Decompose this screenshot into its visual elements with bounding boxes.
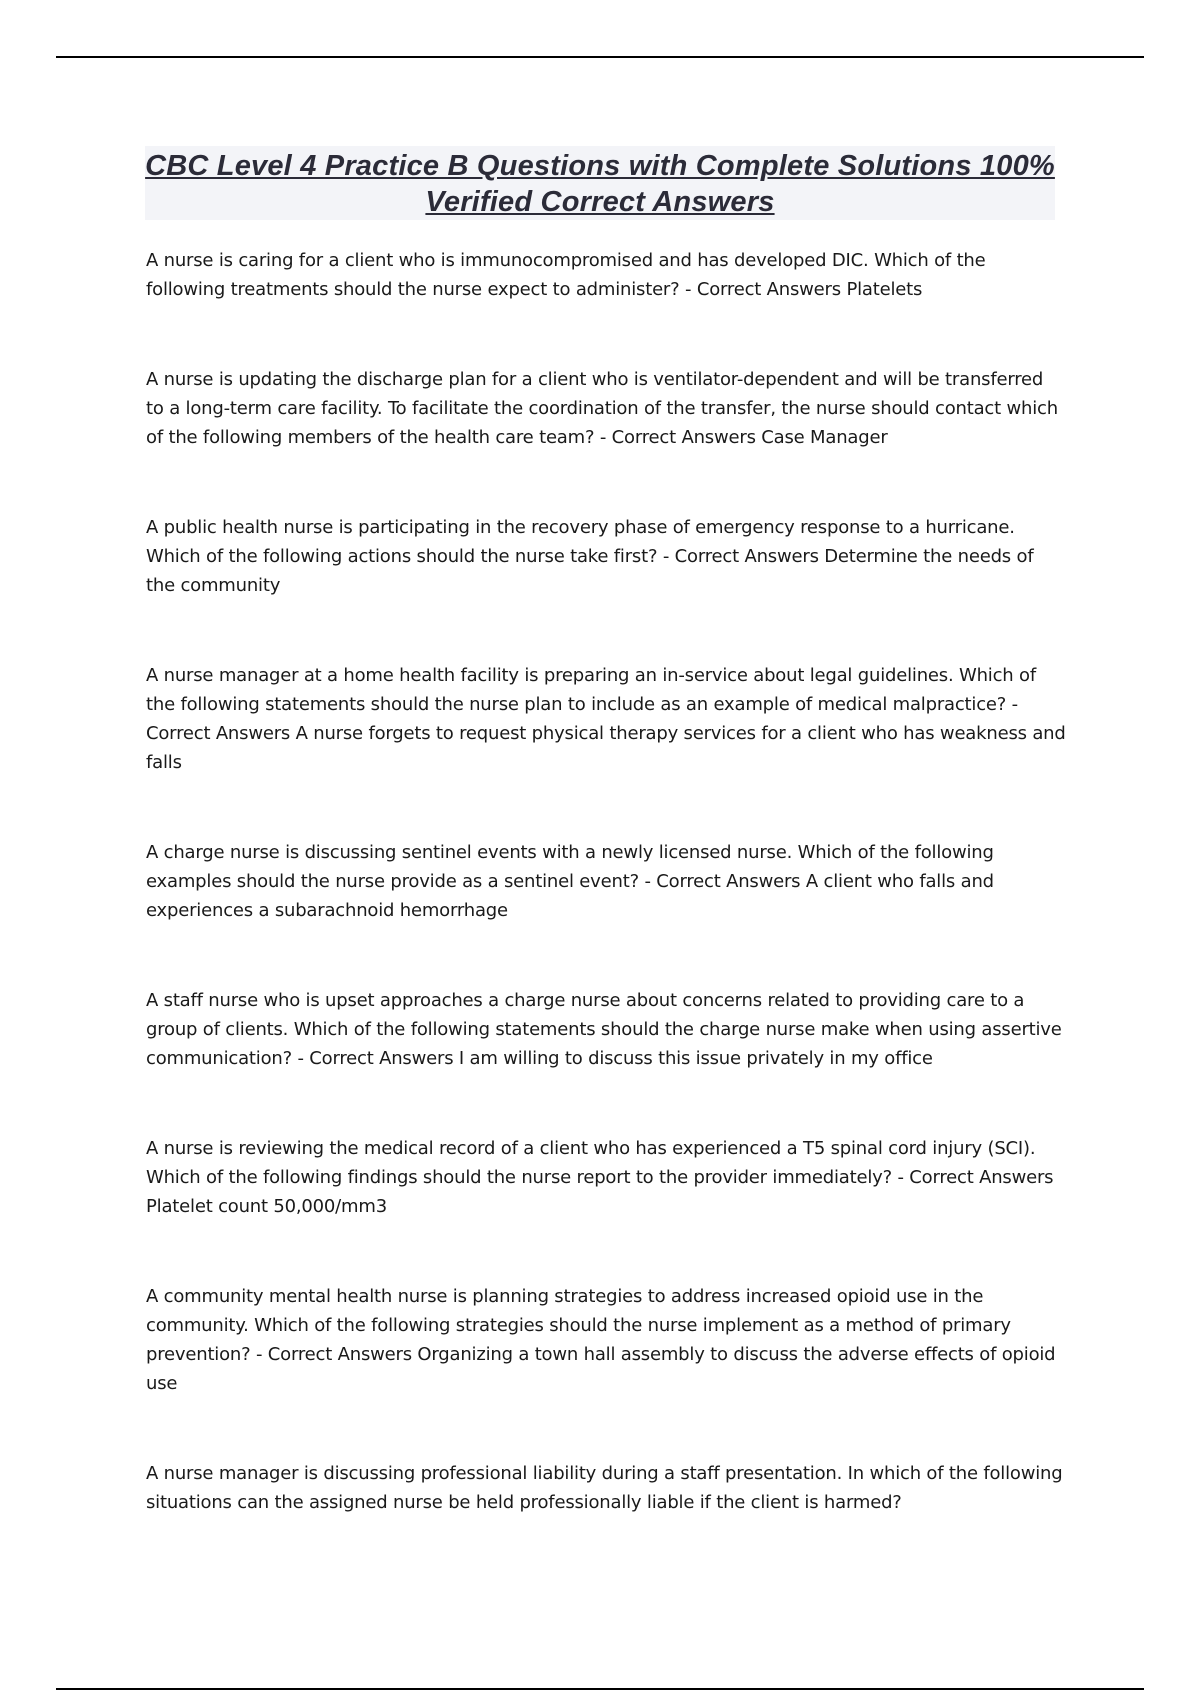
document-title: CBC Level 4 Practice B Questions with Complete Solutions 100% Verified Correct Answers — [145, 150, 1055, 218]
question-entry: A nurse manager is discussing professional liability during a staff presentation. In which of the following situations can the assigned nurse be held professionally liable if the client is harmed? — [146, 1463, 1063, 1513]
question-entry: A public health nurse is participating in the recovery phase of emergency response to a hurricane. Which of the following actions should the nurse take first? - Correct Answers Determine the needs of the community — [146, 517, 1034, 596]
question-entry: A staff nurse who is upset approaches a charge nurse about concerns related to providing care to a group of clients. Which of the following statements should the charge nurse make when using assertive communication? - Correct Answers I am willing to discuss this issue privately in my office — [146, 990, 1062, 1069]
question-entry: A nurse is reviewing the medical record of a client who has experienced a T5 spinal cord injury (SCI). Which of the following findings should the nurse report to the provider immediately? - Correct Answers Platelet count 50,000/mm3 — [146, 1138, 1054, 1217]
question-list — [146, 246, 1066, 1517]
question-entry: A charge nurse is discussing sentinel events with a newly licensed nurse. Which of the following examples should the nurse provide as a sentinel event? - Correct Answers A client who falls and experiences a subarachnoid hemorrhage — [146, 842, 994, 921]
title-banner — [145, 146, 1055, 220]
question-entry: A community mental health nurse is planning strategies to address increased opioid use in the community. Which of the following strategies should the nurse implement as a method of primary prevention? - Correct Answers Organizing a town hall assembly to discuss the adverse effects of opioid use — [146, 1286, 1056, 1394]
header-rule — [56, 56, 1144, 58]
question-entry: A nurse manager at a home health facility is preparing an in-service about legal guidelines. Which of the following statements should the nurse plan to include as an example of medical malpractice? - Correct Answers A nurse forgets to request physical therapy services for a client who has weakness and falls — [146, 665, 1066, 773]
footer-rule — [56, 1688, 1144, 1690]
question-entry: A nurse is updating the discharge plan for a client who is ventilator-dependent and will be transferred to a long-term care facility. To facilitate the coordination of the transfer, the nurse should contact which of the following members of the health care team? - Correct Answers Case Manager — [146, 369, 1058, 448]
question-entry: A nurse is caring for a client who is immunocompromised and has developed DIC. Which of the following treatments should the nurse expect to administer? - Correct Answers Platelets — [146, 250, 986, 300]
